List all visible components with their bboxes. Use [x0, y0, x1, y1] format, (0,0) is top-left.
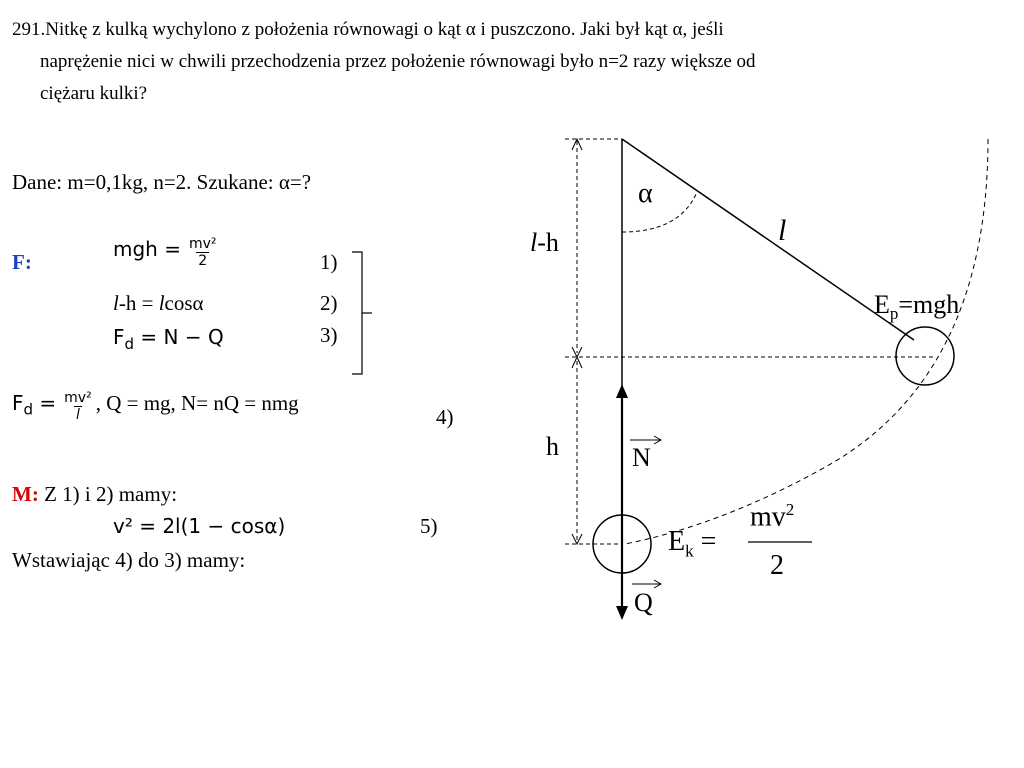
eq4-F: F [12, 391, 24, 416]
eq2-number: 2) [320, 291, 338, 315]
Q-label: Q [634, 588, 653, 617]
alpha-arc [622, 192, 697, 232]
swing-trajectory [625, 139, 988, 544]
equation-5: v² = 2l(1 − cosα) [113, 514, 286, 538]
problem-line-2: naprężenie nici w chwili przechodzenia przez położenie równowagi było n=2 razy większe od [40, 51, 756, 72]
eq1-left: mgh = [113, 237, 181, 262]
ep-E: E [874, 290, 890, 319]
kinetic-energy-label [668, 526, 716, 562]
eq3-rest: = N − Q [134, 325, 224, 349]
given-data: Dane: m=0,1kg, n=2. Szukane: α=? [12, 170, 312, 194]
eq4-denominator: l [76, 407, 80, 423]
physics-label: F: [12, 250, 32, 274]
problem-line-3: ciężaru kulki? [40, 83, 148, 104]
l-minus-h-rest: -h [537, 228, 559, 257]
N-label: N [632, 443, 651, 472]
eq1-denominator: 2 [198, 253, 208, 269]
math-label: M: [12, 482, 39, 506]
potential-energy-label [874, 290, 959, 324]
eq3-sub: d [124, 335, 135, 353]
string-length-label: l [778, 214, 787, 247]
eq1-number: 1) [320, 250, 338, 274]
alpha-label: α [638, 178, 653, 209]
eq4-number: 4) [436, 405, 454, 429]
math-intro-text: Z 1) i 2) mamy: [38, 482, 178, 506]
problem-line-1: 291.Nitkę z kulką wychylono z położenia równowagi o kąt α i puszczono. Jaki był kąt α, jeśli [12, 19, 724, 40]
eq4-numerator: mv² [64, 390, 92, 406]
eq4-rest: , Q = mg, N= nQ = nmg [95, 391, 299, 416]
ek-sub: k [685, 541, 694, 561]
math-outro: Wstawiając 4) do 3) mamy: [12, 548, 246, 572]
ep-sub: p [889, 304, 899, 324]
ek-numerator [750, 500, 794, 533]
eq2-l2: l [158, 291, 165, 315]
equations-bracket [352, 252, 362, 374]
eq2-right: cosα [164, 291, 204, 315]
eq5-number: 5) [420, 514, 438, 538]
l-minus-h-l: l [530, 228, 538, 257]
eq4-sub: d [23, 400, 34, 419]
inclined-string [622, 139, 914, 340]
eq2-l: l [113, 291, 119, 315]
eq1-numerator: mv² [188, 236, 217, 252]
ek-denominator: 2 [770, 550, 784, 581]
ball-deflected [896, 327, 954, 385]
eq3-F: F [113, 325, 125, 349]
ek-num: mv [750, 501, 786, 533]
h-label: h [546, 432, 559, 461]
ek-eq: = [693, 526, 717, 557]
ep-rest: =mgh [898, 290, 960, 319]
l-minus-h-label [530, 228, 559, 258]
eq3-number: 3) [320, 323, 338, 347]
ek-num-sup: 2 [785, 500, 795, 519]
eq4-eq: = [33, 391, 57, 416]
ek-E: E [668, 526, 686, 557]
eq2-mid: -h = [118, 291, 159, 315]
